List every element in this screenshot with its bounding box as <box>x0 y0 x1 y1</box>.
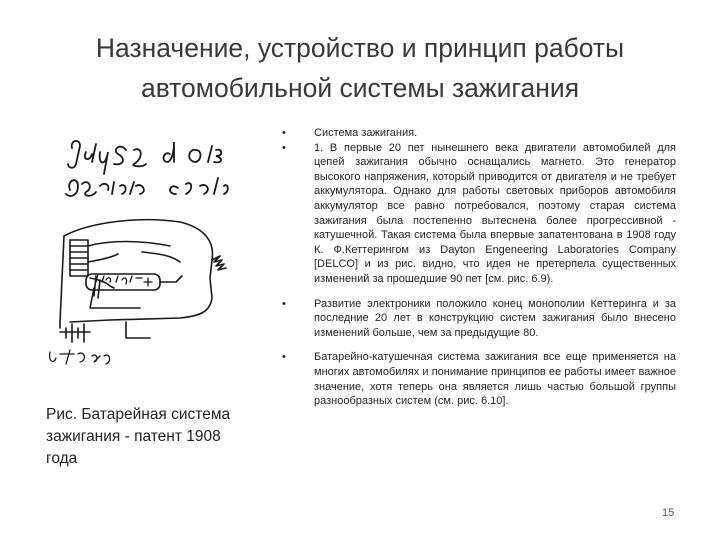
bullet-list <box>282 126 676 409</box>
bullet-heading <box>282 126 676 141</box>
page-number: 15 <box>662 507 675 519</box>
bullet-marker: • <box>282 297 286 310</box>
bullet-marker: • <box>282 141 286 154</box>
figure-caption: Рис. Батарейная система зажигания - патент 1908 года <box>46 406 231 467</box>
bullet-marker: • <box>282 351 286 364</box>
bullet-text: Развитие электроники положило конец монополии Кеттеринга и за последние 20 лет в конструкцию систем зажигания было внесено изменений больше, чем за предыдущие 80. <box>314 297 676 339</box>
bullet-item <box>282 350 676 408</box>
patent-sketch <box>30 132 260 380</box>
bullet-marker: • <box>282 127 286 139</box>
title-line-1: Назначение, устройство и принцип работы <box>95 33 625 63</box>
bullet-item <box>282 297 676 341</box>
bullet-item <box>282 141 676 287</box>
slide-title <box>40 28 680 108</box>
title-line-2: автомобильной системы зажигания <box>140 73 580 103</box>
bullet-text: 1. В первые 20 пет нынешнего века двигатели автомобилей для цепей зажигания обычно оснащались магнето. Это генератор высокого напряжения, который приводится от двигателя и не требует аккумулятора. Однако для работы световых приборов автомобиля аккумулятор все равно потребовался, поэтому старая система зажигания была постепенно вытеснена более прогрессивной - катушечной. Такая система была впервые запатентована в 1908 году К. Ф.Кеттерингом из Dayton Engeneering Laboratories Company [DELCO] и из рис. видно, что идея не претерпела существенных изменений за прошедшие 90 пет [см. рис. 6.9). <box>314 141 676 285</box>
bullet-text: Батарейно-катушечная система зажигания все еще применяется на многих автомобилях и понимание принципов ее работы имеет важное значение, хотя теперь она является лишь частью большой группы разнообразных систем (см. рис. 6.10]. <box>314 351 676 408</box>
bullet-text: Система зажигания. <box>314 127 418 139</box>
